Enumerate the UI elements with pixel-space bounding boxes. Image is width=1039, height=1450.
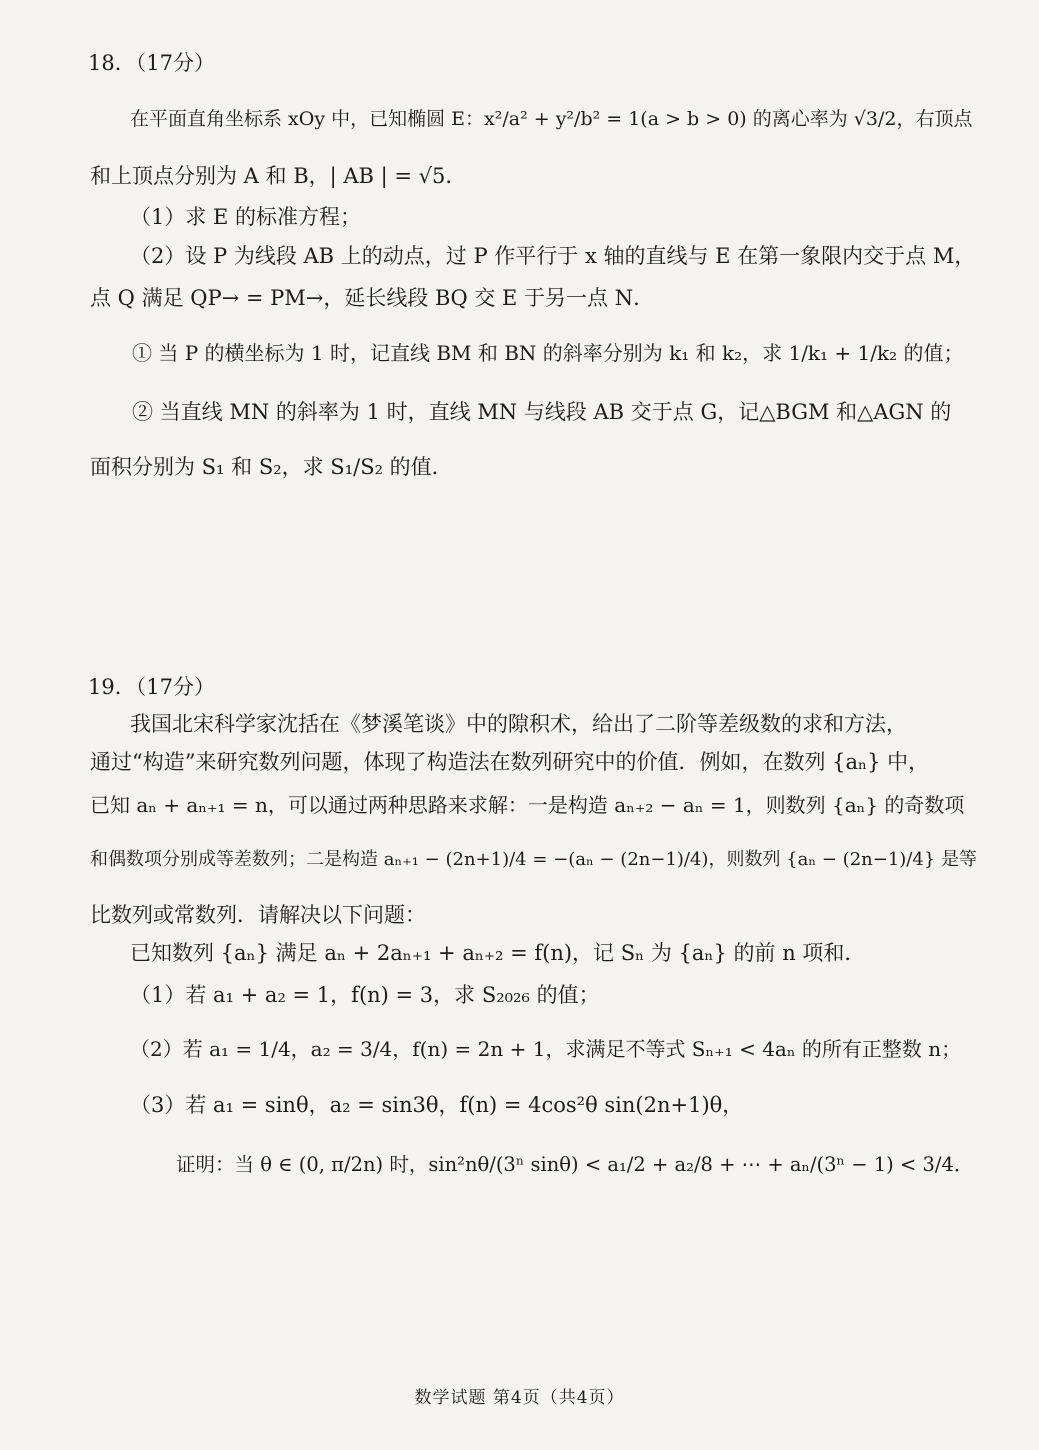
question-18-line-6: ① 当 P 的横坐标为 1 时，记直线 BM 和 BN 的斜率分别为 k₁ 和 k₂，求 1/k₁ + 1/k₂ 的值； xyxy=(132,341,964,365)
question-18-line-1: 在平面直角坐标系 xOy 中，已知椭圆 E：x²/a² + y²/b² = 1(a > b > 0) 的离心率为 √3/2，右顶点 xyxy=(130,108,973,130)
question-19-line-3: 已知 aₙ + aₙ₊₁ = n，可以通过两种思路来求解：一是构造 aₙ₊₂ − aₙ = 1，则数列 {aₙ} 的奇数项 xyxy=(90,793,965,817)
question-18-line-7: ② 当直线 MN 的斜率为 1 时，直线 MN 与线段 AB 交于点 G，记△BGM 和△AGN 的 xyxy=(132,400,952,424)
question-19-line-6: 已知数列 {aₙ} 满足 aₙ + 2aₙ₊₁ + aₙ₊₂ = f(n)，记 Sₙ 为 {aₙ} 的前 n 项和． xyxy=(130,941,866,965)
question-19-header: 19．（17分） xyxy=(88,675,215,699)
question-19-line-5: 比数列或常数列．请解决以下问题： xyxy=(90,903,426,927)
question-18-line-2: 和上顶点分别为 A 和 B，| AB | = √5． xyxy=(90,164,467,188)
question-19-line-7: （1）若 a₁ + a₂ = 1，f(n) = 3，求 S₂₀₂₆ 的值； xyxy=(130,983,600,1007)
question-19-line-2: 通过“构造”来研究数列问题，体现了构造法在数列研究中的价值．例如，在数列 {aₙ} 中， xyxy=(90,750,930,774)
page-footer: 数学试题 第4页（共4页） xyxy=(414,1388,625,1408)
question-19-line-8: （2）若 a₁ = 1/4，a₂ = 3/4，f(n) = 2n + 1，求满足不等式 Sₙ₊₁ < 4aₙ 的所有正整数 n； xyxy=(130,1037,962,1061)
question-18-line-3: （1）求 E 的标准方程； xyxy=(130,205,362,229)
question-19-line-9: （3）若 a₁ = sinθ，a₂ = sin3θ，f(n) = 4cos²θ sin(2n+1)θ， xyxy=(130,1093,744,1117)
question-18-line-5: 点 Q 满足 QP→ = PM→，延长线段 BQ 交 E 于另一点 N． xyxy=(90,286,655,310)
question-18-line-8: 面积分别为 S₁ 和 S₂，求 S₁/S₂ 的值． xyxy=(90,455,453,479)
question-19-line-4: 和偶数项分别成等差数列；二是构造 aₙ₊₁ − (2n+1)/4 = −(aₙ − (2n−1)/4)，则数列 {aₙ − (2n−1)/4} 是等 xyxy=(90,849,977,870)
question-18-header: 18．（17分） xyxy=(88,51,215,75)
question-19-line-10: 证明：当 θ ∈ (0, π/2n) 时，sin²nθ/(3ⁿ sinθ) < a₁/2 + a₂/8 + ⋯ + aₙ/(3ⁿ − 1) < 3/4． xyxy=(176,1153,974,1176)
question-19-line-1: 我国北宋科学家沈括在《梦溪笔谈》中的隙积术，给出了二阶等差级数的求和方法， xyxy=(130,712,907,736)
question-18-line-4: （2）设 P 为线段 AB 上的动点，过 P 作平行于 x 轴的直线与 E 在第一象限内交于点 M， xyxy=(130,244,976,268)
